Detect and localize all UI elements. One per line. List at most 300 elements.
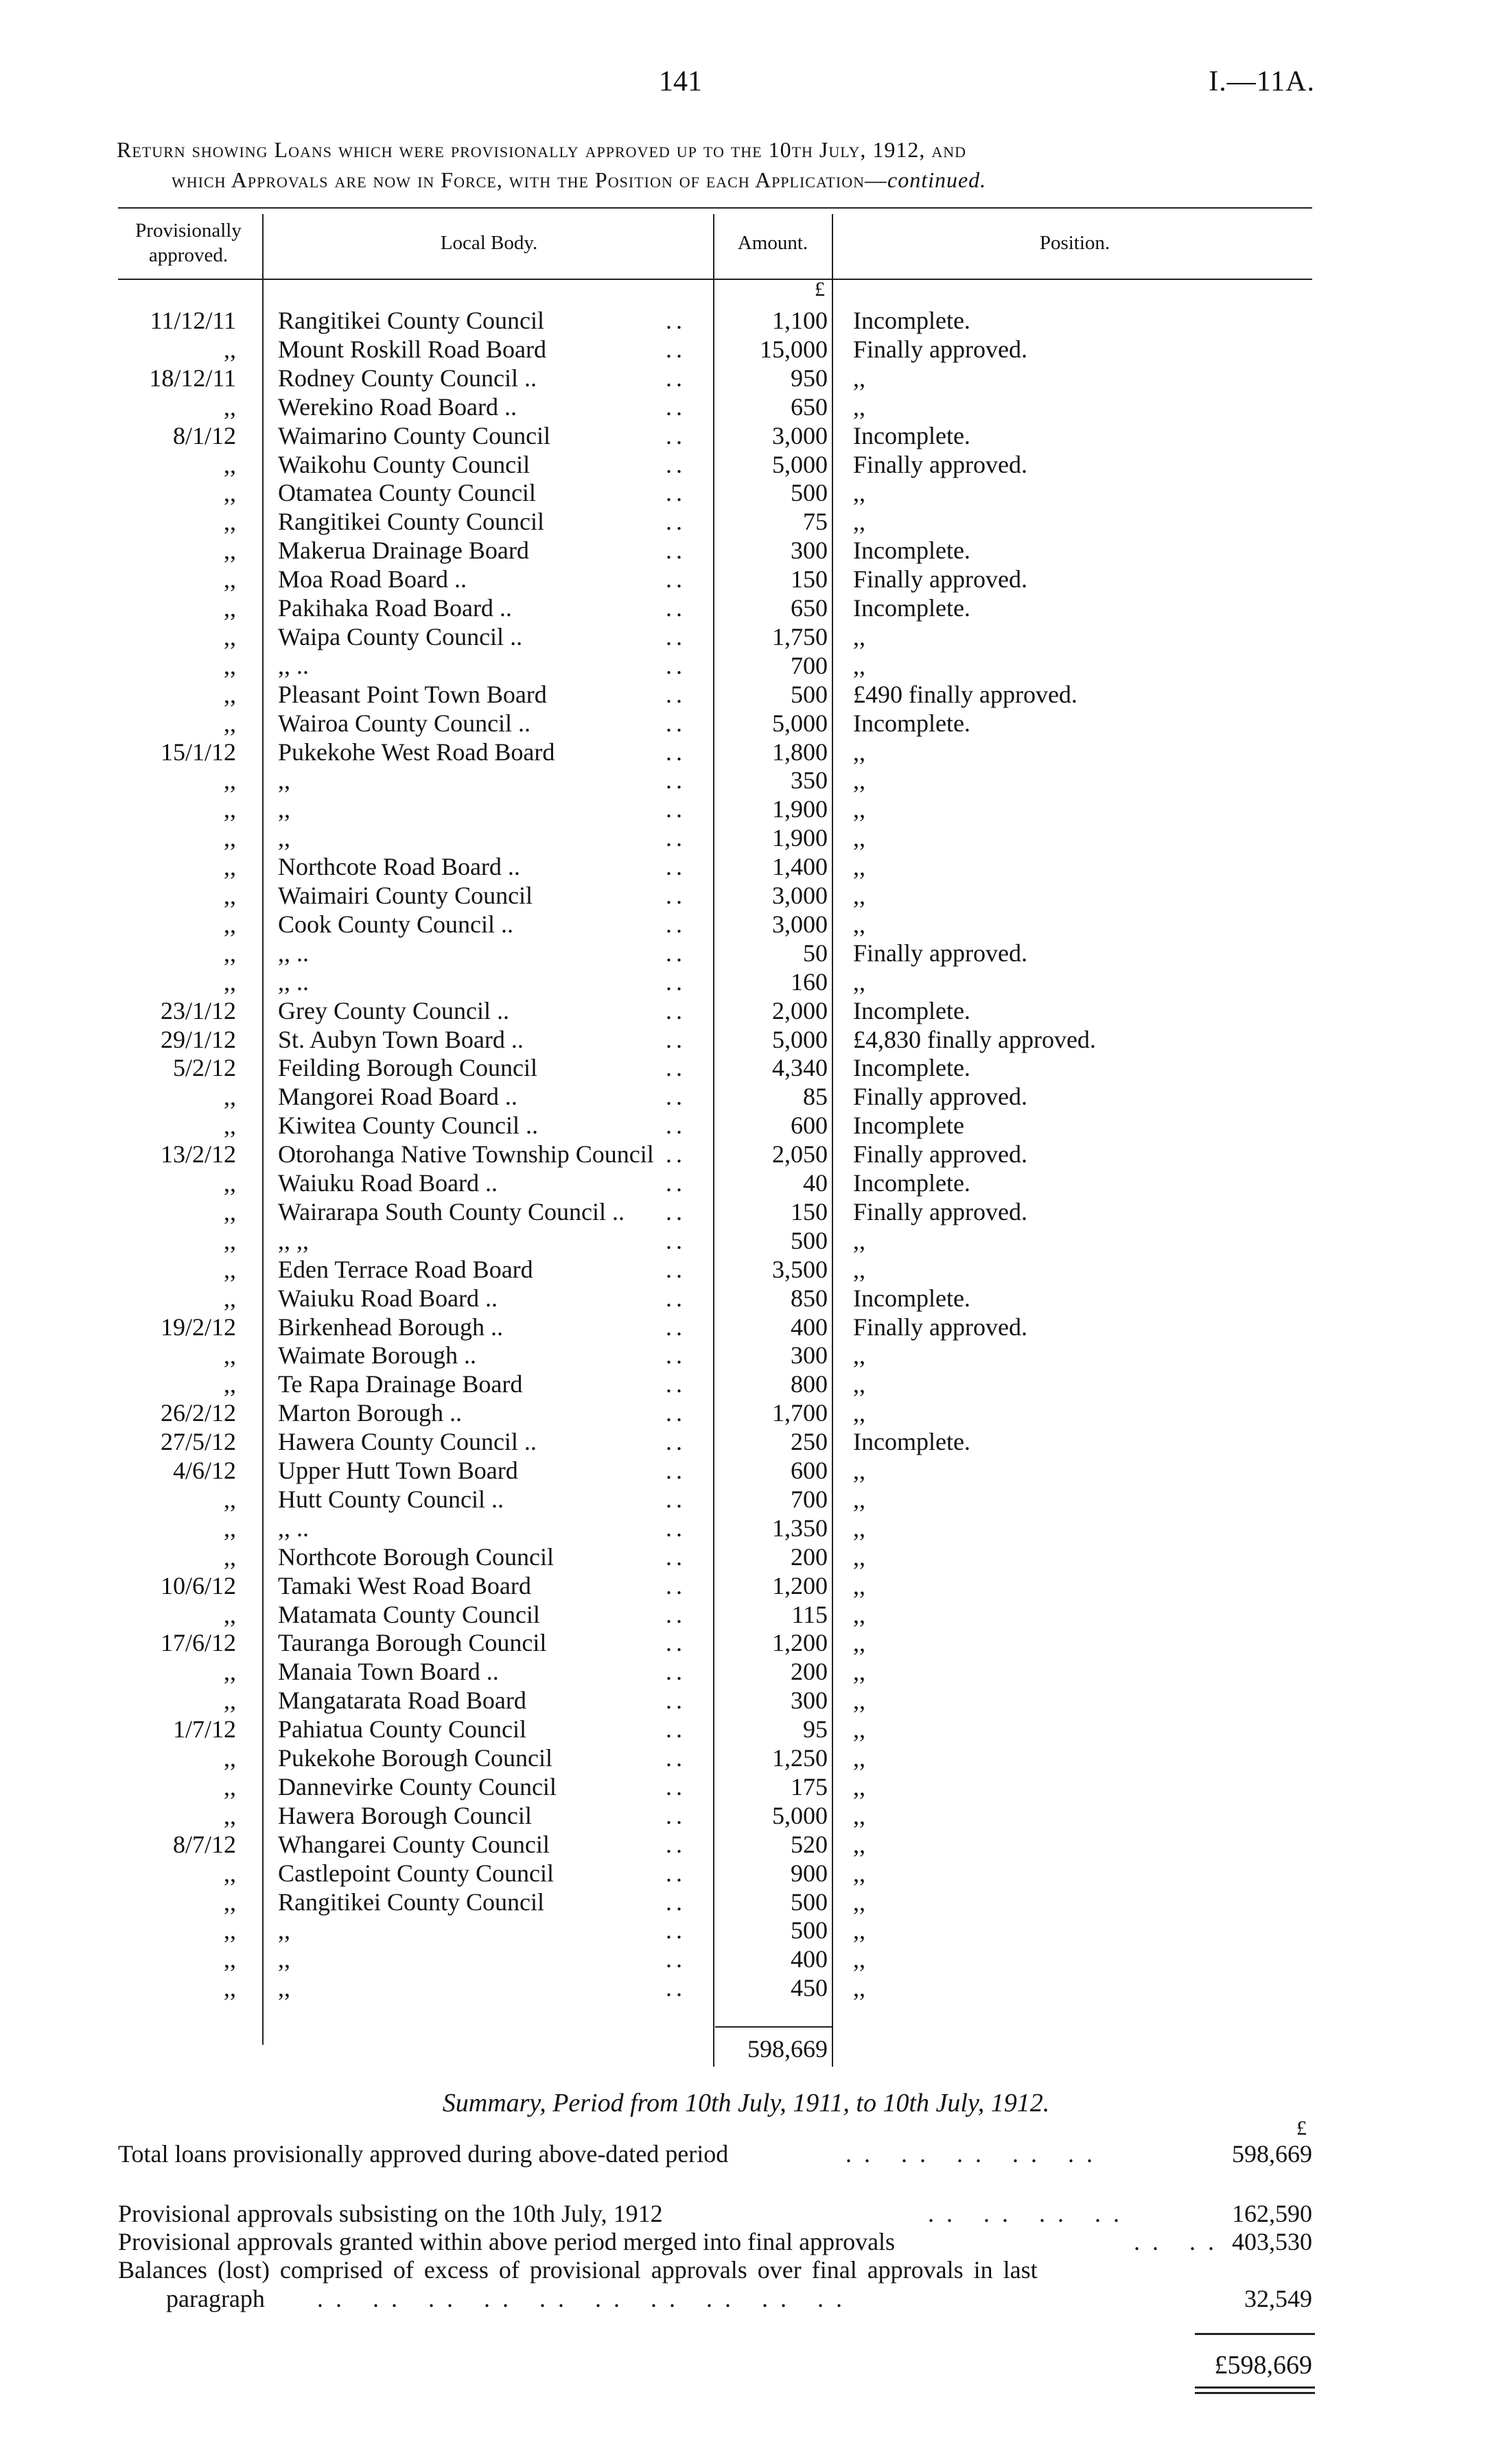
row-position: Finally approved.: [853, 565, 1027, 593]
row-date: 13/2/12: [160, 1140, 236, 1168]
table-row: [0, 1226, 1492, 1255]
leader-dots: ..: [666, 422, 686, 449]
row-local-body: Waiuku Road Board ..: [278, 1284, 498, 1312]
leader-dots: ..: [666, 336, 686, 363]
leader-dots: ..: [666, 537, 686, 564]
row-position: ,,: [853, 1543, 865, 1571]
row-position: ,,: [853, 795, 865, 823]
table-row: [0, 1715, 1492, 1744]
row-date: ,,: [224, 681, 236, 708]
table-total-amount: 598,669: [747, 2035, 828, 2063]
leader-dots: ..: [666, 1399, 686, 1427]
row-amount: 115: [791, 1601, 828, 1628]
leader-dots: ..: [666, 911, 686, 938]
table-row: [0, 709, 1492, 738]
row-amount: 160: [791, 968, 828, 996]
table-row: [0, 881, 1492, 910]
summary-balances-label-2: paragraph: [166, 2285, 265, 2312]
row-date: 8/7/12: [172, 1831, 236, 1858]
row-amount: 150: [791, 565, 828, 593]
row-date: ,,: [224, 479, 236, 506]
table-row: [0, 1973, 1492, 2002]
row-amount: 15,000: [760, 336, 828, 363]
leader-dots: ..: [666, 939, 686, 967]
row-date: ,,: [224, 336, 236, 363]
row-amount: 350: [791, 766, 828, 794]
table-title-continued: continued.: [887, 167, 987, 192]
table-row: [0, 1456, 1492, 1485]
row-position: ,,: [853, 911, 865, 938]
row-position: Incomplete.: [853, 537, 970, 564]
row-date: ,,: [224, 968, 236, 996]
leader-dots: ..: [666, 479, 686, 506]
page-number: 141: [659, 66, 702, 97]
summary-title: Summary, Period from 10th July, 1911, to 10th July, 1912.: [442, 2089, 1050, 2117]
leader-dots: ..: [666, 882, 686, 909]
table-row: [0, 1628, 1492, 1657]
row-local-body: Pukekohe West Road Board: [278, 738, 555, 766]
leader-dots: ..: [666, 997, 686, 1024]
table-row: [0, 364, 1492, 392]
leader-dots: ..: [666, 681, 686, 708]
row-date: 5/2/12: [172, 1054, 236, 1081]
row-local-body: Otamatea County Council: [278, 479, 536, 506]
leader-dots: ..: [666, 1140, 686, 1168]
row-date: 26/2/12: [160, 1399, 236, 1427]
row-local-body: Te Rapa Drainage Board: [278, 1370, 523, 1398]
row-local-body: Mangorei Road Board ..: [278, 1083, 517, 1110]
row-position: Incomplete: [853, 1112, 964, 1139]
row-local-body: Northcote Borough Council: [278, 1543, 554, 1571]
leader-dots: ..: [666, 1658, 686, 1685]
row-date: ,,: [224, 1601, 236, 1628]
row-date: ,,: [224, 1773, 236, 1800]
row-local-body: Rangitikei County Council: [278, 307, 544, 334]
row-amount: 950: [791, 364, 828, 392]
row-local-body: ,,: [278, 1974, 290, 2002]
row-local-body: Pahiatua County Council: [278, 1715, 526, 1743]
leader-dots: .. .. .. .. .. .. .. .. .. ..: [317, 2285, 854, 2312]
row-amount: 700: [791, 652, 828, 679]
row-position: ,,: [853, 393, 865, 421]
row-amount: 250: [791, 1428, 828, 1455]
amount-currency-symbol: £: [815, 278, 825, 301]
table-row: [0, 306, 1492, 335]
row-position: ,,: [853, 1399, 865, 1427]
table-row: [0, 1571, 1492, 1600]
row-date: ,,: [224, 911, 236, 938]
leader-dots: ..: [666, 623, 686, 650]
row-amount: 500: [791, 1888, 828, 1916]
row-position: Finally approved.: [853, 451, 1027, 478]
row-amount: 5,000: [772, 709, 828, 737]
row-position: Finally approved.: [853, 1313, 1027, 1341]
header-bottom-rule: [118, 279, 1312, 280]
row-amount: 650: [791, 393, 828, 421]
row-date: ,,: [224, 1112, 236, 1139]
row-local-body: ,, ..: [278, 968, 309, 996]
leader-dots: .. ..: [1134, 2228, 1226, 2255]
leader-dots: ..: [666, 709, 686, 737]
row-amount: 300: [791, 1341, 828, 1369]
row-amount: 95: [803, 1715, 828, 1743]
row-amount: 500: [791, 681, 828, 708]
leader-dots: ..: [666, 1572, 686, 1599]
column-header-date-line1: Provisionally: [135, 220, 242, 242]
row-local-body: Birkenhead Borough ..: [278, 1313, 503, 1341]
row-position: ,,: [853, 652, 865, 679]
total-rule: [715, 2026, 832, 2028]
row-amount: 500: [791, 479, 828, 506]
row-position: Incomplete.: [853, 1428, 970, 1455]
table-row: [0, 392, 1492, 421]
row-position: ,,: [853, 1572, 865, 1599]
leader-dots: ..: [666, 1715, 686, 1743]
row-local-body: Hawera County Council ..: [278, 1428, 537, 1455]
leader-dots: ..: [666, 1945, 686, 1973]
row-date: 18/12/11: [149, 364, 236, 392]
row-local-body: Rodney County Council ..: [278, 364, 537, 392]
row-position: ,,: [853, 1658, 865, 1685]
leader-dots: ..: [666, 1802, 686, 1829]
row-local-body: ,,: [278, 1945, 290, 1973]
row-position: ,,: [853, 882, 865, 909]
table-title-line-1: Return showing Loans which were provisionally approved up to the 10th July, 1912, and: [117, 137, 967, 162]
row-local-body: Waiuku Road Board ..: [278, 1169, 498, 1197]
row-amount: 1,200: [772, 1572, 828, 1599]
row-date: ,,: [224, 1888, 236, 1916]
row-position: ,,: [853, 623, 865, 650]
leader-dots: ..: [666, 853, 686, 880]
row-date: ,,: [224, 451, 236, 478]
table-row: [0, 421, 1492, 450]
row-amount: 1,900: [772, 824, 828, 852]
row-amount: 1,100: [772, 307, 828, 334]
row-local-body: Rangitikei County Council: [278, 508, 544, 535]
row-amount: 150: [791, 1198, 828, 1225]
summary-subsisting-value: 162,590: [1232, 2200, 1312, 2227]
row-local-body: Mangatarata Road Board: [278, 1687, 526, 1714]
row-amount: 850: [791, 1284, 828, 1312]
double-rule-bottom: [1195, 2392, 1315, 2394]
summary-total-line: [118, 2139, 1312, 2168]
row-date: ,,: [224, 882, 236, 909]
row-local-body: Rangitikei County Council: [278, 1888, 544, 1916]
row-date: ,,: [224, 393, 236, 421]
row-amount: 1,700: [772, 1399, 828, 1427]
row-amount: 400: [791, 1313, 828, 1341]
row-amount: 5,000: [772, 1026, 828, 1053]
leader-dots: ..: [666, 1341, 686, 1369]
row-local-body: Whangarei County Council: [278, 1831, 550, 1858]
row-position: ,,: [853, 508, 865, 535]
table-row: [0, 1945, 1492, 1973]
row-amount: 4,340: [772, 1054, 828, 1081]
row-position: ,,: [853, 738, 865, 766]
row-date: ,,: [224, 1974, 236, 2002]
table-row: [0, 852, 1492, 881]
row-date: ,,: [224, 1802, 236, 1829]
row-position: Incomplete.: [853, 709, 970, 737]
row-amount: 3,000: [772, 422, 828, 449]
leader-dots: ..: [666, 1687, 686, 1714]
leader-dots: ..: [666, 1916, 686, 1944]
row-amount: 300: [791, 1687, 828, 1714]
row-position: ,,: [853, 1859, 865, 1887]
row-date: ,,: [224, 1543, 236, 1571]
leader-dots: ..: [666, 1543, 686, 1571]
table-row: [0, 1859, 1492, 1888]
row-amount: 650: [791, 594, 828, 622]
row-local-body: Cook County Council ..: [278, 911, 514, 938]
row-local-body: Hawera Borough Council: [278, 1802, 532, 1829]
row-position: ,,: [853, 766, 865, 794]
row-date: ,,: [224, 1916, 236, 1944]
row-local-body: Waimarino County Council: [278, 422, 551, 449]
summary-currency-symbol: £: [1296, 2117, 1307, 2139]
row-date: ,,: [224, 1083, 236, 1110]
row-position: ,,: [853, 853, 865, 880]
row-date: ,,: [224, 1341, 236, 1369]
leader-dots: ..: [666, 795, 686, 823]
row-local-body: Pukekohe Borough Council: [278, 1744, 552, 1772]
row-local-body: Tamaki West Road Board: [278, 1572, 531, 1599]
table-row: [0, 1140, 1492, 1169]
row-position: ,,: [853, 1974, 865, 2002]
table-row: [0, 1657, 1492, 1686]
summary-balances-label: Balances (lost) comprised of excess of provisional approvals over final approvals in last: [118, 2256, 1038, 2284]
row-local-body: ,, ..: [278, 1514, 309, 1542]
table-row: [0, 622, 1492, 651]
row-position: ,,: [853, 1601, 865, 1628]
row-position: £4,830 finally approved.: [853, 1026, 1096, 1053]
leader-dots: ..: [666, 1284, 686, 1312]
row-local-body: Otorohanga Native Township Council: [278, 1140, 654, 1168]
row-amount: 1,250: [772, 1744, 828, 1772]
summary-total-value: 598,669: [1232, 2140, 1312, 2168]
column-header-body: Local Body.: [440, 232, 538, 254]
table-row: [0, 1313, 1492, 1341]
row-amount: 400: [791, 1945, 828, 1973]
leader-dots: ..: [666, 1629, 686, 1656]
row-date: ,,: [224, 1859, 236, 1887]
row-amount: 1,400: [772, 853, 828, 880]
table-row: [0, 967, 1492, 996]
table-row: [0, 1398, 1492, 1427]
row-date: ,,: [224, 795, 236, 823]
leader-dots: ..: [666, 1888, 686, 1916]
row-amount: 1,350: [772, 1514, 828, 1542]
row-local-body: ,, ..: [278, 939, 309, 967]
summary-balances-line: [118, 2255, 1312, 2284]
row-amount: 50: [803, 939, 828, 967]
row-date: 1/7/12: [172, 1715, 236, 1743]
table-row: [0, 450, 1492, 479]
row-amount: 5,000: [772, 451, 828, 478]
summary-merged-line: [118, 2227, 1312, 2256]
row-date: ,,: [224, 565, 236, 593]
row-date: ,,: [224, 1486, 236, 1513]
row-amount: 800: [791, 1370, 828, 1398]
row-amount: 40: [803, 1169, 828, 1197]
row-position: ,,: [853, 1687, 865, 1714]
row-position: ,,: [853, 1744, 865, 1772]
row-date: ,,: [224, 1514, 236, 1542]
row-amount: 300: [791, 537, 828, 564]
row-position: Finally approved.: [853, 939, 1027, 967]
row-local-body: Feilding Borough Council: [278, 1054, 537, 1081]
row-local-body: Castlepoint County Council: [278, 1859, 554, 1887]
table-row: [0, 1025, 1492, 1054]
leader-dots: ..: [666, 1054, 686, 1081]
row-position: Incomplete.: [853, 1054, 970, 1081]
row-date: ,,: [224, 1945, 236, 1973]
leader-dots: ..: [666, 1744, 686, 1772]
row-local-body: Grey County Council ..: [278, 997, 509, 1024]
summary-subsisting-label: Provisional approvals subsisting on the 10th July, 1912: [118, 2200, 663, 2227]
table-row: [0, 996, 1492, 1025]
row-amount: 600: [791, 1457, 828, 1484]
table-row: [0, 1370, 1492, 1398]
row-amount: 85: [803, 1083, 828, 1110]
row-position: ,,: [853, 364, 865, 392]
leader-dots: ..: [666, 652, 686, 679]
summary-sum-rule: [1195, 2333, 1315, 2335]
row-amount: 500: [791, 1227, 828, 1254]
table-row: [0, 507, 1492, 536]
table-row: [0, 1082, 1492, 1111]
row-amount: 3,000: [772, 911, 828, 938]
table-row: [0, 738, 1492, 766]
leader-dots: ..: [666, 1370, 686, 1398]
row-amount: 175: [791, 1773, 828, 1800]
row-position: ,,: [853, 1629, 865, 1656]
row-date: ,,: [224, 939, 236, 967]
leader-dots: .. .. .. ..: [928, 2200, 1132, 2227]
table-row: [0, 478, 1492, 507]
table-row: [0, 1197, 1492, 1226]
row-date: ,,: [224, 766, 236, 794]
leader-dots: ..: [666, 738, 686, 766]
table-row: [0, 1888, 1492, 1916]
row-date: ,,: [224, 1284, 236, 1312]
table-row: [0, 939, 1492, 967]
table-row: [0, 1169, 1492, 1197]
double-rule-top: [1195, 2386, 1315, 2389]
row-amount: 5,000: [772, 1802, 828, 1829]
leader-dots: ..: [666, 1227, 686, 1254]
row-local-body: Wairarapa South County Council ..: [278, 1198, 625, 1225]
row-date: ,,: [224, 1744, 236, 1772]
leader-dots: ..: [666, 1112, 686, 1139]
row-date: 19/2/12: [160, 1313, 236, 1341]
row-amount: 200: [791, 1658, 828, 1685]
row-position: ,,: [853, 1715, 865, 1743]
row-date: 23/1/12: [160, 997, 236, 1024]
column-header-amount: Amount.: [737, 232, 808, 254]
row-amount: 500: [791, 1916, 828, 1944]
table-row: [0, 1427, 1492, 1456]
row-local-body: ,,: [278, 795, 290, 823]
leader-dots: ..: [666, 508, 686, 535]
table-row: [0, 910, 1492, 939]
row-local-body: Manaia Town Board ..: [278, 1658, 499, 1685]
row-local-body: Northcote Road Board ..: [278, 853, 520, 880]
row-amount: 3,000: [772, 882, 828, 909]
table-row: [0, 565, 1492, 594]
row-date: ,,: [224, 853, 236, 880]
leader-dots: ..: [666, 1601, 686, 1628]
row-amount: 1,900: [772, 795, 828, 823]
row-local-body: Upper Hutt Town Board: [278, 1457, 518, 1484]
row-amount: 520: [791, 1831, 828, 1858]
row-local-body: Marton Borough ..: [278, 1399, 462, 1427]
row-date: 15/1/12: [160, 738, 236, 766]
leader-dots: ..: [666, 1859, 686, 1887]
row-local-body: Pleasant Point Town Board: [278, 681, 547, 708]
table-row: [0, 1284, 1492, 1313]
leader-dots: ..: [666, 1773, 686, 1800]
row-date: 11/12/11: [150, 307, 236, 334]
leader-dots: ..: [666, 1198, 686, 1225]
table-row: [0, 1542, 1492, 1571]
row-local-body: Eden Terrace Road Board: [278, 1256, 533, 1283]
row-position: ,,: [853, 1341, 865, 1369]
leader-dots: ..: [666, 766, 686, 794]
row-position: ,,: [853, 1831, 865, 1858]
leader-dots: ..: [666, 1514, 686, 1542]
row-amount: 75: [803, 508, 828, 535]
row-amount: 200: [791, 1543, 828, 1571]
leader-dots: ..: [666, 1026, 686, 1053]
row-position: ,,: [853, 1457, 865, 1484]
row-local-body: Waipa County Council ..: [278, 623, 523, 650]
row-date: ,,: [224, 594, 236, 622]
table-title-line-2: [172, 167, 1373, 193]
table-row: [0, 1600, 1492, 1629]
leader-dots: ..: [666, 1486, 686, 1513]
document-reference: I.—11A.: [1209, 66, 1315, 97]
row-date: ,,: [224, 1198, 236, 1225]
row-date: 29/1/12: [160, 1026, 236, 1053]
row-local-body: ,,: [278, 766, 290, 794]
row-date: ,,: [224, 1658, 236, 1685]
row-position: Finally approved.: [853, 1198, 1027, 1225]
row-date: ,,: [224, 1256, 236, 1283]
row-local-body: ,, ..: [278, 652, 309, 679]
row-date: 17/6/12: [160, 1629, 236, 1656]
table-row: [0, 1801, 1492, 1830]
row-position: ,,: [853, 968, 865, 996]
row-position: Incomplete.: [853, 1169, 970, 1197]
row-local-body: Waimate Borough ..: [278, 1341, 477, 1369]
table-row: [0, 1053, 1492, 1082]
row-position: ,,: [853, 1370, 865, 1398]
leader-dots: ..: [666, 968, 686, 996]
leader-dots: ..: [666, 824, 686, 852]
column-header-date-line2: approved.: [148, 244, 229, 266]
row-date: ,,: [224, 824, 236, 852]
column-header-date: [118, 218, 259, 268]
table-top-rule: [118, 207, 1312, 209]
row-position: ,,: [853, 1514, 865, 1542]
row-position: ,,: [853, 1916, 865, 1944]
row-local-body: Waikohu County Council: [278, 451, 531, 478]
row-local-body: Matamata County Council: [278, 1601, 540, 1628]
row-local-body: Kiwitea County Council ..: [278, 1112, 538, 1139]
leader-dots: ..: [666, 594, 686, 622]
summary-subsisting-line: [118, 2199, 1312, 2228]
